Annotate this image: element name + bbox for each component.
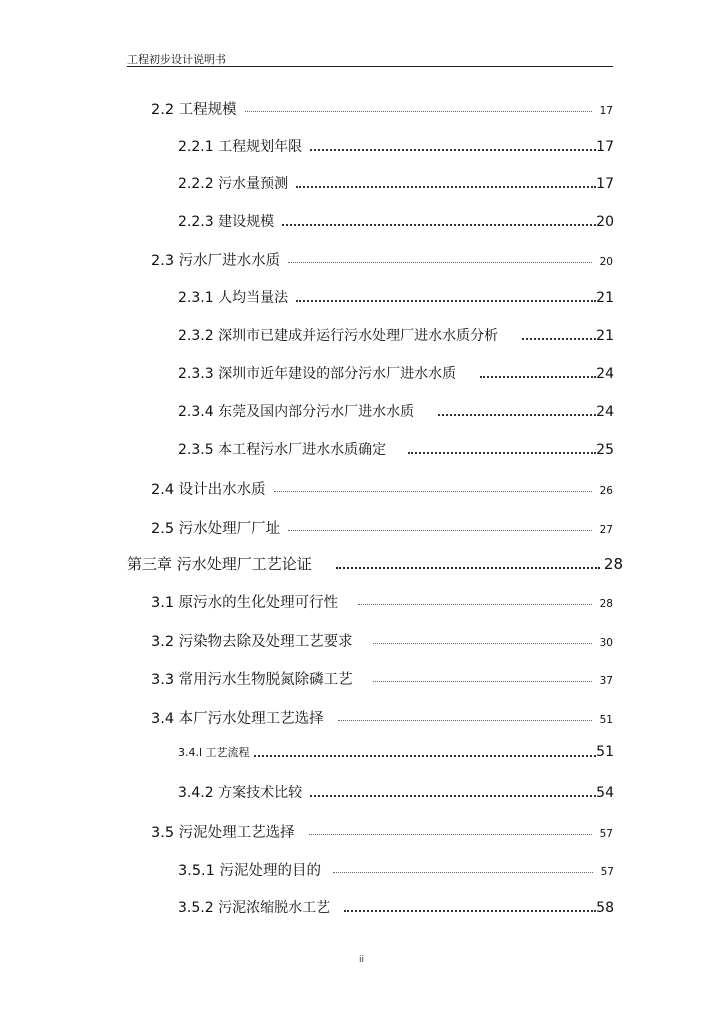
toc-entry[interactable]: [178, 136, 614, 156]
toc-entry[interactable]: [178, 211, 614, 231]
toc-entry[interactable]: [151, 98, 613, 119]
toc-entry-label: 3.5.2 污泥浓缩脱水工艺: [178, 900, 331, 916]
toc-entry-label: 2.3.1 人均当量法: [178, 290, 289, 306]
toc-entry-page: 21: [596, 328, 614, 344]
toc-leader-dots: [296, 300, 596, 302]
toc-entry-page: 20: [599, 256, 613, 268]
toc-entry-label: 3.4 本厂污水处理工艺选择: [151, 711, 324, 727]
toc-leader-dots: [282, 224, 596, 226]
toc-leader-dots: [344, 910, 596, 912]
page-number: ii: [358, 955, 364, 965]
toc-entry-page: 58: [596, 900, 614, 916]
toc-entry[interactable]: [151, 478, 613, 499]
toc-entry-label: 2.2.1 工程规划年限: [178, 139, 303, 155]
toc-entry-label: 3.5 污泥处理工艺选择: [151, 825, 295, 841]
toc-entry-page: 21: [596, 290, 614, 306]
toc-entry-page: 30: [599, 637, 613, 649]
toc-entry-label: 3.2 污染物去除及处理工艺要求: [151, 634, 353, 650]
toc-entry-page: 20: [596, 214, 614, 230]
toc-entry-label: 2.3.3 深圳市近年建设的部分污水厂进水水质: [178, 366, 457, 382]
toc-entry-label: 2.2 工程规模: [151, 102, 237, 118]
toc-entry-label: 2.5 污水处理厂厂址: [151, 521, 281, 537]
toc-entry-label: 2.2.3 建设规模: [178, 214, 275, 230]
toc-entry-label: 2.2.2 污水量预测: [178, 176, 289, 192]
toc-entry-label: 2.3 污水厂进水水质: [151, 253, 281, 269]
toc-entry-label: 3.3 常用污水生物脱氮除磷工艺: [151, 672, 353, 688]
toc-leader-dots: [288, 530, 591, 531]
toc-entry[interactable]: [151, 630, 613, 651]
toc-entry-page: 37: [599, 675, 613, 687]
toc-entry-page: 28: [599, 598, 613, 610]
toc-leader-dots: [522, 338, 596, 340]
toc-entry[interactable]: [178, 401, 614, 421]
toc-entry-page: 25: [596, 442, 614, 458]
toc-entry-label: 2.3.5 本工程污水厂进水水质确定: [178, 442, 387, 458]
toc-leader-dots: [338, 720, 592, 721]
toc-leader-dots: [358, 604, 591, 605]
toc-entry[interactable]: [151, 821, 613, 842]
toc-leader-dots: [288, 262, 591, 263]
toc-entry[interactable]: [178, 439, 614, 459]
toc-chapter-entry[interactable]: [127, 553, 623, 574]
toc-entry-page: 54: [596, 785, 614, 801]
toc-entry[interactable]: [151, 249, 613, 270]
toc-entry[interactable]: [178, 287, 614, 307]
toc-entry-page: 57: [599, 828, 613, 840]
toc-entry-page: 26: [599, 485, 613, 497]
toc-entry-label: 第三章 污水处理厂工艺论证: [127, 555, 312, 573]
toc-entry[interactable]: [151, 517, 613, 538]
toc-entry-page: 24: [596, 366, 614, 382]
toc-leader-dots: [373, 643, 592, 644]
toc-entry-page: 17: [599, 105, 613, 117]
toc-entry[interactable]: [178, 782, 614, 802]
toc-entry[interactable]: [178, 173, 614, 193]
toc-leader-dots: [309, 834, 592, 835]
header-title: 工程初步设计说明书: [127, 53, 226, 66]
toc-entry-page: 17: [596, 176, 614, 192]
toc-entry-label: 3.4.2 方案技术比较: [178, 785, 303, 801]
toc-leader-dots: [254, 755, 597, 757]
toc-entry-page: 27: [599, 524, 613, 536]
toc-leader-dots: [336, 567, 600, 569]
toc-entry-label: 2.3.4 东莞及国内部分污水厂进水水质: [178, 404, 415, 420]
toc-leader-dots: [310, 149, 596, 151]
toc-entry-page: 28: [603, 555, 623, 573]
toc-entry[interactable]: [178, 325, 614, 345]
toc-entry-label: 3.5.1 污泥处理的目的: [178, 863, 322, 879]
toc-leader-dots: [296, 186, 596, 188]
toc-leader-dots: [373, 681, 592, 682]
toc-leader-dots: [310, 795, 596, 797]
toc-entry-label: 3.4.l 工艺流程: [178, 746, 250, 759]
toc-entry-label: 2.3.2 深圳市已建成并运行污水处理厂进水水质分析: [178, 328, 499, 344]
toc-leader-dots: [438, 414, 596, 416]
toc-entry-label: 3.1 原污水的生化处理可行性: [151, 595, 339, 611]
toc-entry-page: 51: [599, 714, 613, 726]
toc-leader-dots: [274, 491, 592, 492]
toc-leader-dots: [408, 452, 596, 454]
toc-leader-dots: [480, 376, 596, 378]
page-footer: [0, 955, 723, 965]
toc-entry[interactable]: [178, 859, 614, 880]
toc-entry[interactable]: [178, 897, 614, 917]
toc-leader-dots: [245, 111, 592, 112]
toc-leader-dots: [333, 872, 593, 873]
toc-entry[interactable]: [178, 744, 614, 760]
toc-entry-page: 17: [596, 139, 614, 155]
toc-entry-page: 51: [596, 744, 614, 760]
toc-entry-label: 2.4 设计出水水质: [151, 482, 266, 498]
toc-entry-page: 57: [600, 866, 614, 878]
toc-entry-page: 24: [596, 404, 614, 420]
toc-entry[interactable]: [151, 591, 613, 612]
toc-entry[interactable]: [151, 668, 613, 689]
toc-entry[interactable]: [178, 363, 614, 383]
toc-entry[interactable]: [151, 707, 613, 728]
